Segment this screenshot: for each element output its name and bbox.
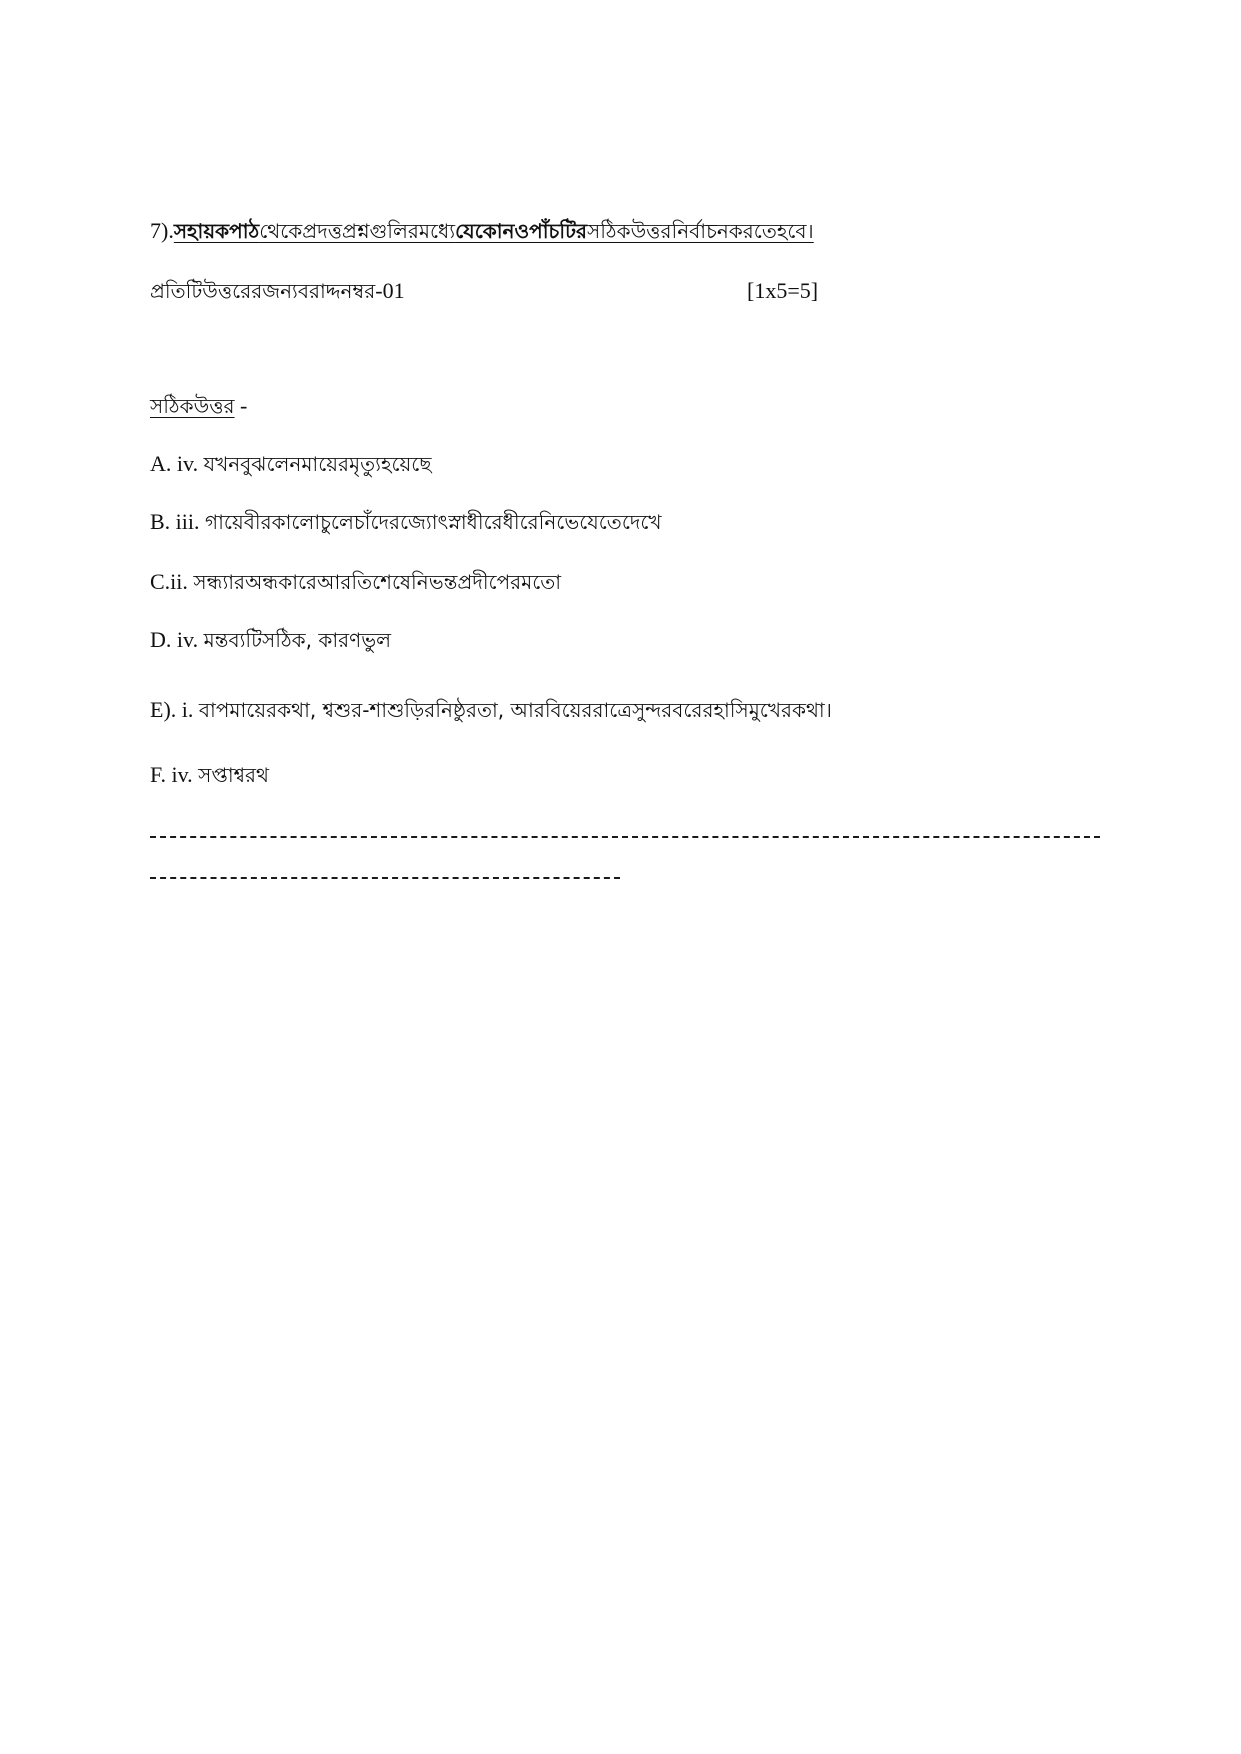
answer-label: E). i. <box>150 697 194 722</box>
answer-text: সন্ধ্যারঅন্ধকারেআরতিশেষেনিভন্তপ্রদীপেরমতো <box>193 570 562 594</box>
answer-item <box>150 627 391 653</box>
answer-text: বাপমায়েরকথা, শ্বশুর-শাশুড়িরনিষ্ঠুরতা, আরবিয়েররাত্রেসুন্দরবরেরহাসিমুখেরকথা। <box>198 698 832 722</box>
question-instruction-2: সঠিকউত্তরনির্বাচনকরতেহবে। <box>586 219 814 243</box>
answer-text: গায়েবীরকালোচুলেচাঁদেরজ্যোৎস্নাধীরেধীরেনিভেযেতেদেখে <box>205 510 662 534</box>
answer-text: যখনবুঝলেনমায়েরমৃত্যুহয়েছে <box>203 452 432 476</box>
marks-total: [1x5=5] <box>747 278 819 303</box>
answer-text: মন্তব্যটিসঠিক, কারণভুল <box>203 628 392 652</box>
answers-heading <box>150 393 247 419</box>
answer-label: C.ii. <box>150 569 188 594</box>
answer-label: D. iv. <box>150 627 199 652</box>
answer-item <box>150 762 269 788</box>
question-number: 7). <box>150 218 174 243</box>
dashed-divider-short <box>150 877 620 879</box>
answer-item <box>150 509 662 535</box>
question-source: সহায়কপাঠ <box>173 219 260 243</box>
question-heading <box>150 218 814 244</box>
marks-text: প্রতিটিউত্তরেরজন্যবরাদ্দনম্বর <box>150 279 376 303</box>
answers-heading-label: সঠিকউত্তর <box>150 394 235 418</box>
answer-item <box>150 569 561 595</box>
answer-label: B. iii. <box>150 509 200 534</box>
marks-allocation <box>150 278 840 304</box>
answers-heading-suffix: - <box>234 393 248 418</box>
answer-item <box>150 451 431 477</box>
answer-label: A. iv. <box>150 451 199 476</box>
question-instruction-1: থেকেপ্রদত্তপ্রশ্নগুলিরমধ্যে <box>259 219 456 243</box>
answer-text: সপ্তাশ্বরথ <box>198 763 269 787</box>
answer-item <box>150 697 832 723</box>
question-choice-count: যেকোনওপাঁচটির <box>455 219 587 243</box>
answer-label: F. iv. <box>150 762 193 787</box>
marks-value: -01 <box>375 278 405 303</box>
dashed-divider <box>150 836 1100 838</box>
